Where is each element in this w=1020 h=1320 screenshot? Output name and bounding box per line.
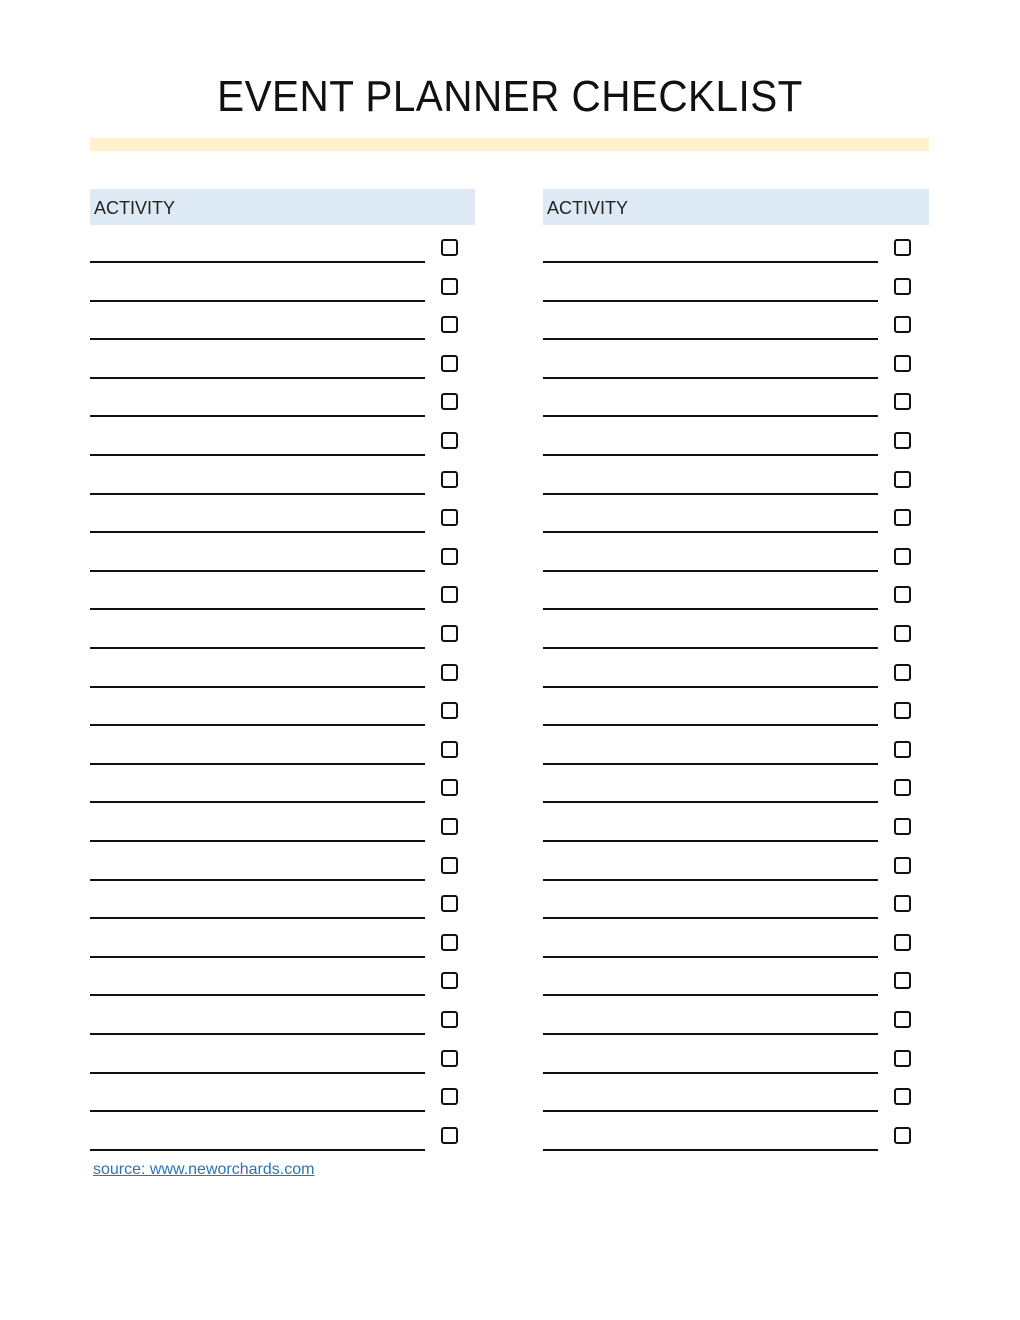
activity-entry-line[interactable]	[543, 1149, 878, 1151]
checklist-row	[90, 611, 475, 649]
checkbox-icon[interactable]	[441, 278, 458, 295]
checklist-row	[90, 843, 475, 881]
checkbox-icon[interactable]	[894, 278, 911, 295]
checkbox-icon[interactable]	[894, 1127, 911, 1144]
checklist-row	[543, 650, 929, 688]
checklist-row	[543, 302, 929, 340]
checkbox-icon[interactable]	[894, 1011, 911, 1028]
checklist-row	[90, 727, 475, 765]
checklist-row	[90, 650, 475, 688]
checklist-row	[90, 1113, 475, 1151]
checklist-row	[90, 457, 475, 495]
checkbox-icon[interactable]	[894, 432, 911, 449]
checkbox-icon[interactable]	[441, 664, 458, 681]
checklist-row	[90, 688, 475, 726]
checkbox-icon[interactable]	[894, 1050, 911, 1067]
checklist-row	[90, 341, 475, 379]
checkbox-icon[interactable]	[894, 818, 911, 835]
checkbox-icon[interactable]	[441, 625, 458, 642]
checkbox-icon[interactable]	[894, 586, 911, 603]
checkbox-icon[interactable]	[894, 316, 911, 333]
checklist-row	[543, 572, 929, 610]
checklist-row	[543, 958, 929, 996]
checklist-row	[543, 1113, 929, 1151]
checkbox-icon[interactable]	[894, 741, 911, 758]
source-link[interactable]: source: www.neworchards.com	[93, 1161, 315, 1178]
checkbox-icon[interactable]	[441, 702, 458, 719]
checklist-row	[90, 997, 475, 1035]
checkbox-icon[interactable]	[894, 1088, 911, 1105]
checklist-row	[90, 1036, 475, 1074]
checkbox-icon[interactable]	[441, 895, 458, 912]
checklist-row	[543, 997, 929, 1035]
checklist-row	[543, 688, 929, 726]
checklist-row	[543, 1036, 929, 1074]
checklist-row	[90, 958, 475, 996]
activity-entry-line[interactable]	[90, 1149, 425, 1151]
checkbox-icon[interactable]	[441, 316, 458, 333]
checklist-row	[90, 379, 475, 417]
checklist-row	[543, 920, 929, 958]
checklist-row	[543, 534, 929, 572]
checkbox-icon[interactable]	[441, 393, 458, 410]
checkbox-icon[interactable]	[441, 972, 458, 989]
page-title: EVENT PLANNER CHECKLIST	[217, 72, 803, 121]
checkbox-icon[interactable]	[441, 548, 458, 565]
checkbox-icon[interactable]	[894, 471, 911, 488]
checkbox-icon[interactable]	[441, 1088, 458, 1105]
checkbox-icon[interactable]	[441, 1127, 458, 1144]
checklist-row	[90, 804, 475, 842]
checkbox-icon[interactable]	[894, 934, 911, 951]
checkbox-icon[interactable]	[894, 895, 911, 912]
checklist-row	[543, 225, 929, 263]
checklist-column-left	[90, 189, 475, 225]
checkbox-icon[interactable]	[441, 741, 458, 758]
checkbox-icon[interactable]	[441, 818, 458, 835]
checkbox-icon[interactable]	[441, 355, 458, 372]
checklist-row	[90, 572, 475, 610]
checklist-row	[90, 920, 475, 958]
checklist-row	[90, 302, 475, 340]
checkbox-icon[interactable]	[441, 471, 458, 488]
checklist-row	[90, 881, 475, 919]
checklist-column-right	[543, 189, 929, 225]
checklist-row	[90, 1074, 475, 1112]
checkbox-icon[interactable]	[441, 779, 458, 796]
checkbox-icon[interactable]	[441, 934, 458, 951]
checklist-row	[90, 418, 475, 456]
checkbox-icon[interactable]	[894, 779, 911, 796]
checklist-row	[543, 341, 929, 379]
checkbox-icon[interactable]	[441, 857, 458, 874]
checklist-row	[543, 843, 929, 881]
checklist-row	[543, 264, 929, 302]
checkbox-icon[interactable]	[894, 509, 911, 526]
accent-divider-bar	[90, 138, 929, 151]
checkbox-icon[interactable]	[441, 432, 458, 449]
checkbox-icon[interactable]	[894, 702, 911, 719]
column-header-activity: ACTIVITY	[543, 189, 929, 225]
checklist-row	[543, 727, 929, 765]
checklist-row	[543, 495, 929, 533]
checkbox-icon[interactable]	[441, 586, 458, 603]
checkbox-icon[interactable]	[894, 972, 911, 989]
checklist-row	[90, 765, 475, 803]
checklist-row	[90, 264, 475, 302]
checkbox-icon[interactable]	[441, 509, 458, 526]
checklist-row	[543, 379, 929, 417]
checklist-row	[543, 611, 929, 649]
checkbox-icon[interactable]	[441, 1050, 458, 1067]
checklist-row	[543, 457, 929, 495]
checklist-row	[90, 534, 475, 572]
checklist-row	[543, 1074, 929, 1112]
checkbox-icon[interactable]	[894, 857, 911, 874]
checkbox-icon[interactable]	[894, 393, 911, 410]
checkbox-icon[interactable]	[894, 664, 911, 681]
checklist-row	[543, 881, 929, 919]
checklist-row	[543, 765, 929, 803]
column-header-activity: ACTIVITY	[90, 189, 475, 225]
checkbox-icon[interactable]	[894, 239, 911, 256]
checkbox-icon[interactable]	[441, 239, 458, 256]
checkbox-icon[interactable]	[894, 548, 911, 565]
checklist-row	[90, 225, 475, 263]
checklist-row	[90, 495, 475, 533]
checkbox-icon[interactable]	[894, 625, 911, 642]
checklist-row	[543, 418, 929, 456]
checkbox-icon[interactable]	[894, 355, 911, 372]
checklist-row	[543, 804, 929, 842]
checkbox-icon[interactable]	[441, 1011, 458, 1028]
